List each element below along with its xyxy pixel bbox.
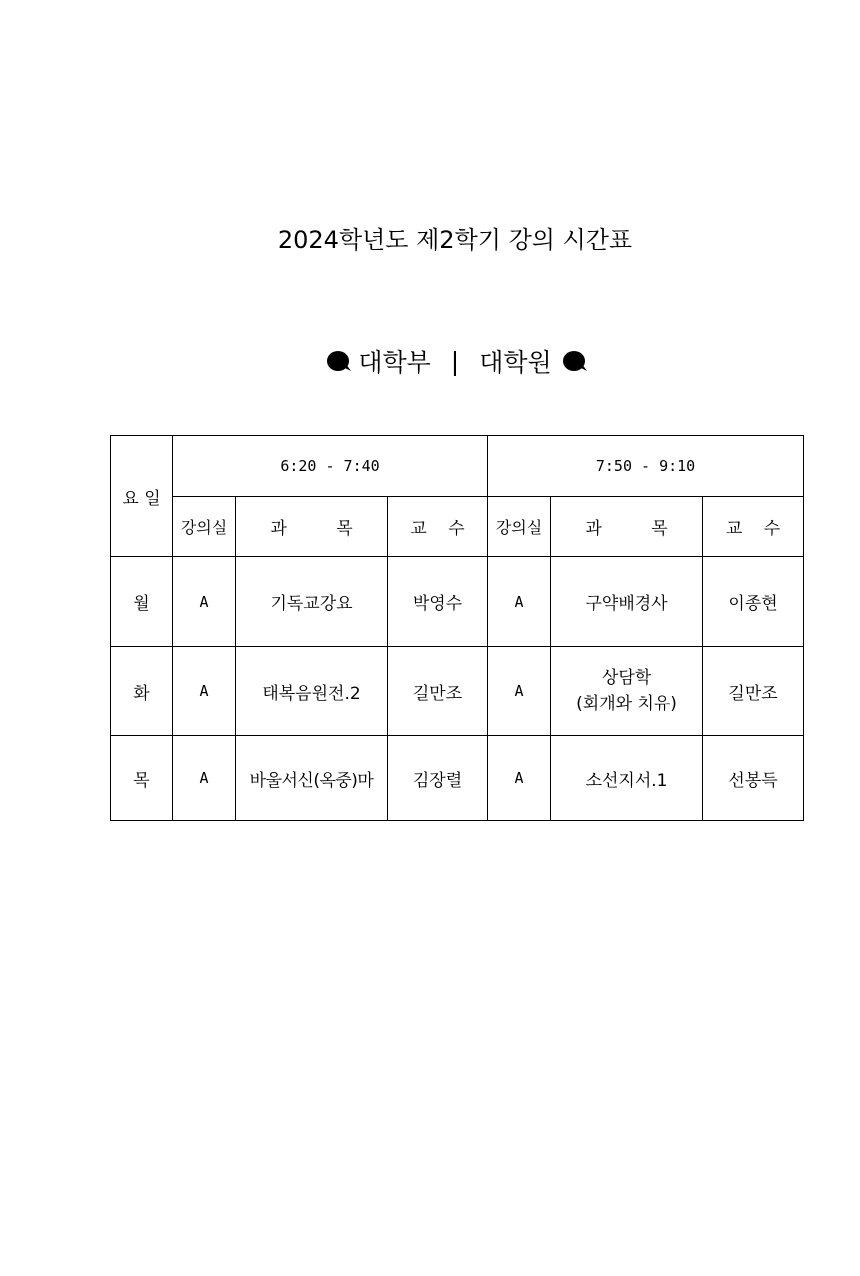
course-header: 과 목	[551, 497, 703, 557]
document-title: 2024학년도 제2학기 강의 시간표	[277, 226, 633, 254]
day-cell: 월	[111, 557, 173, 647]
course-cell: 소선지서.1	[551, 736, 703, 821]
period-2-time: 7:50 - 9:10	[488, 436, 804, 497]
course-cell: 기독교강요	[236, 557, 388, 647]
room-header: 강의실	[173, 497, 236, 557]
professor-cell: 선봉득	[703, 736, 804, 821]
professor-cell: 길만조	[388, 647, 488, 736]
course-cell: 태복음원전.2	[236, 647, 388, 736]
professor-cell: 길만조	[703, 647, 804, 736]
course-line-2: (회개와 치유)	[576, 694, 677, 714]
course-line-1: 상담학	[601, 668, 652, 688]
period-header-row	[111, 436, 804, 497]
speech-bubble-icon	[326, 350, 348, 372]
subtitle-graduate: 대학원	[479, 348, 552, 377]
table-row	[111, 557, 804, 647]
day-cell: 화	[111, 647, 173, 736]
professor-cell: 김장렬	[388, 736, 488, 821]
day-cell: 목	[111, 736, 173, 821]
room-header: 강의실	[488, 497, 551, 557]
professor-header: 교 수	[703, 497, 804, 557]
day-header: 요 일	[111, 436, 173, 557]
room-cell: A	[173, 647, 236, 736]
room-cell: A	[488, 647, 551, 736]
professor-cell: 박영수	[388, 557, 488, 647]
table-row	[111, 736, 804, 821]
room-cell: A	[173, 557, 236, 647]
professor-cell: 이종현	[703, 557, 804, 647]
column-header-row	[111, 497, 804, 557]
course-cell	[551, 647, 703, 736]
subtitle	[0, 343, 860, 379]
speech-bubble-icon	[562, 350, 584, 372]
professor-header: 교 수	[388, 497, 488, 557]
subtitle-undergraduate: 대학부	[358, 348, 431, 377]
room-cell: A	[488, 736, 551, 821]
course-header: 과 목	[236, 497, 388, 557]
table-row	[111, 647, 804, 736]
period-1-time: 6:20 - 7:40	[173, 436, 488, 497]
room-cell: A	[488, 557, 551, 647]
course-cell: 구약배경사	[551, 557, 703, 647]
subtitle-separator: |	[450, 346, 460, 376]
course-cell: 바울서신(옥중)마	[236, 736, 388, 821]
schedule-table	[110, 435, 804, 821]
room-cell: A	[173, 736, 236, 821]
